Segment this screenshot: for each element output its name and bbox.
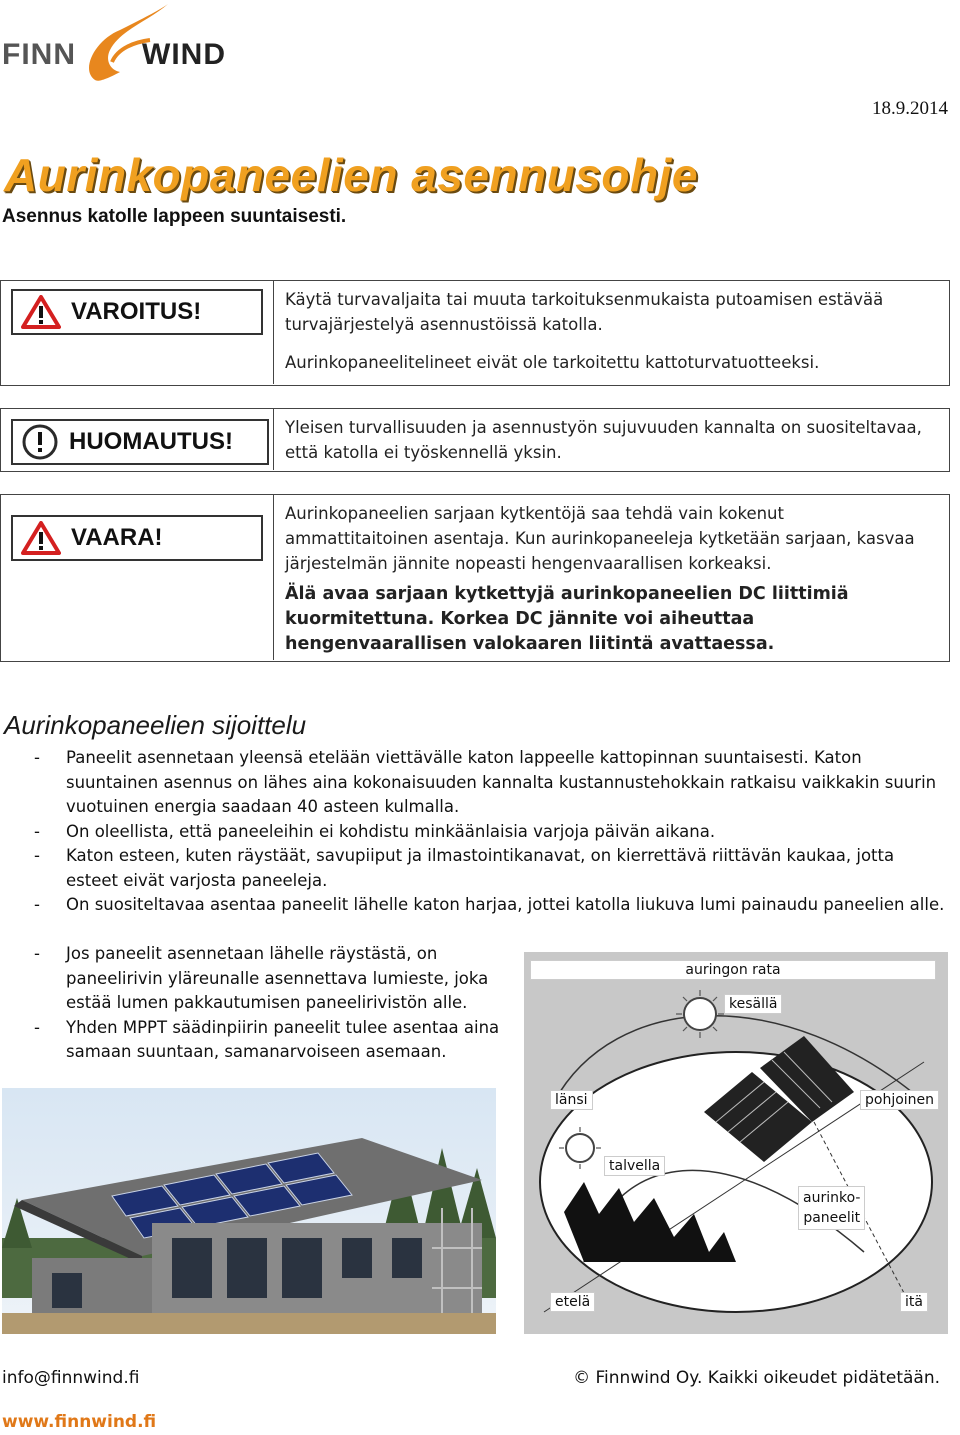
warning-notice [0,280,950,386]
label-north: pohjoinen [860,1090,939,1110]
warning-label: VAROITUS! [71,298,202,325]
logo-text-finn: FINN [2,38,76,71]
note-text: Yleisen turvallisuuden ja asennustyön sujuvuuden kannalta on suositeltavaa, että katolla ei työskennellä yksin. [285,418,922,462]
label-west: länsi [550,1090,593,1110]
danger-bold-text-2: Korkea DC jännite voi aiheuttaa hengenvaarallisen valokaaren liitintä avattaessa. [285,609,775,654]
logo-text-wind: WIND [142,38,226,71]
warning-text-1: Käytä turvavaljaita tai muuta tarkoituksenmukaista putoamisen estävää turvajärjestelyä asennustöissä katolla. [285,290,884,334]
note-label: HUOMAUTUS! [69,428,233,455]
summer-sun-icon [676,990,724,1038]
label-summer: kesällä [724,994,782,1014]
footer-website-link[interactable]: www.finnwind.fi [2,1412,157,1432]
note-label-box [11,419,269,465]
placement-list [0,746,950,918]
danger-label-box [11,515,263,561]
danger-label: VAARA! [71,524,163,551]
list-item: - Katon esteen, kuten räystäät, savupiiput ja ilmastointikanavat, on kierrettävä riittävän kaukaa, jotta esteet eivät varjosta paneeleja. [34,846,895,890]
label-winter: talvella [604,1156,665,1176]
page-subtitle: Asennus katolle lappeen suuntaisesti. [2,206,347,227]
house-with-solar-panels-icon [2,1088,496,1334]
danger-text-1: Aurinkopaneelien sarjaan kytkentöjä saa tehdä vain kokenut ammattitaitoinen asentaja. [285,504,784,548]
warning-triangle-icon [21,295,61,329]
page-title: Aurinkopaneelien asennusohje [4,149,698,201]
warning-triangle-icon [21,521,61,555]
danger-notice [0,494,950,662]
label-south: etelä [550,1292,595,1312]
label-sun-path: auringon rata [530,960,936,980]
list-item: - On suositeltavaa asentaa paneelit lähelle katon harjaa, jottei katolla liukuva lumi painaudu paneelien alle. [34,895,945,914]
list-item: - On oleellista, että paneeleihin ei kohdistu minkäänlaisia varjoja päivän aikana. [34,821,716,841]
footer-email[interactable]: info@finnwind.fi [2,1368,140,1388]
list-item: - Paneelit asennetaan yleensä etelään viettävälle katon lappeelle kattopinnan suuntaisesti. Katon suuntainen asennus on lähes aina kokonaisuuden kannalta kustannustehokkain ratkaisu vaikkakin suurin vuotuinen energia saadaan 40 asteen kulmalla. [34,748,937,816]
house-photo [2,1088,496,1334]
warning-label-box [11,289,263,335]
document-date: 18.9.2014 [872,98,948,119]
finnwind-logo [0,0,250,92]
list-item: - Yhden MPPT säädinpiirin paneelit tulee asentaa aina samaan suuntaan, samanarvoiseen asemaan. [34,1017,500,1061]
exclamation-circle-icon [21,423,59,461]
danger-text-2: Kun aurinkopaneeleja kytketään sarjaan, kasvaa järjestelmän jännite nopeasti hengenvaarallisen korkeaksi. [285,529,915,573]
section-title: Aurinkopaneelien sijoittelu [4,710,307,740]
label-panels: aurinko- paneelit [798,1186,865,1230]
list-item: - Jos paneelit asennetaan lähelle räystästä, on paneelirivin yläreunalle asennettava lumieste, joka estää lumen pakkautumisen paneelirivistön alle. [34,944,489,1012]
placement-list-narrow [0,942,500,1065]
warning-text-2: Aurinkopaneelitelineet eivät ole tarkoitettu kattoturvatuotteeksi. [285,353,820,372]
danger-bold-text-1: Älä avaa sarjaan kytkettyjä aurinkopaneelien DC liittimiä kuormitettuna. [285,584,849,629]
label-east: itä [900,1292,928,1312]
danger-bold-text [285,582,925,657]
notice-note [0,408,950,472]
sun-path-diagram [524,952,948,1334]
footer-copyright: © Finnwind Oy. Kaikki oikeudet pidätetään. [573,1368,940,1388]
